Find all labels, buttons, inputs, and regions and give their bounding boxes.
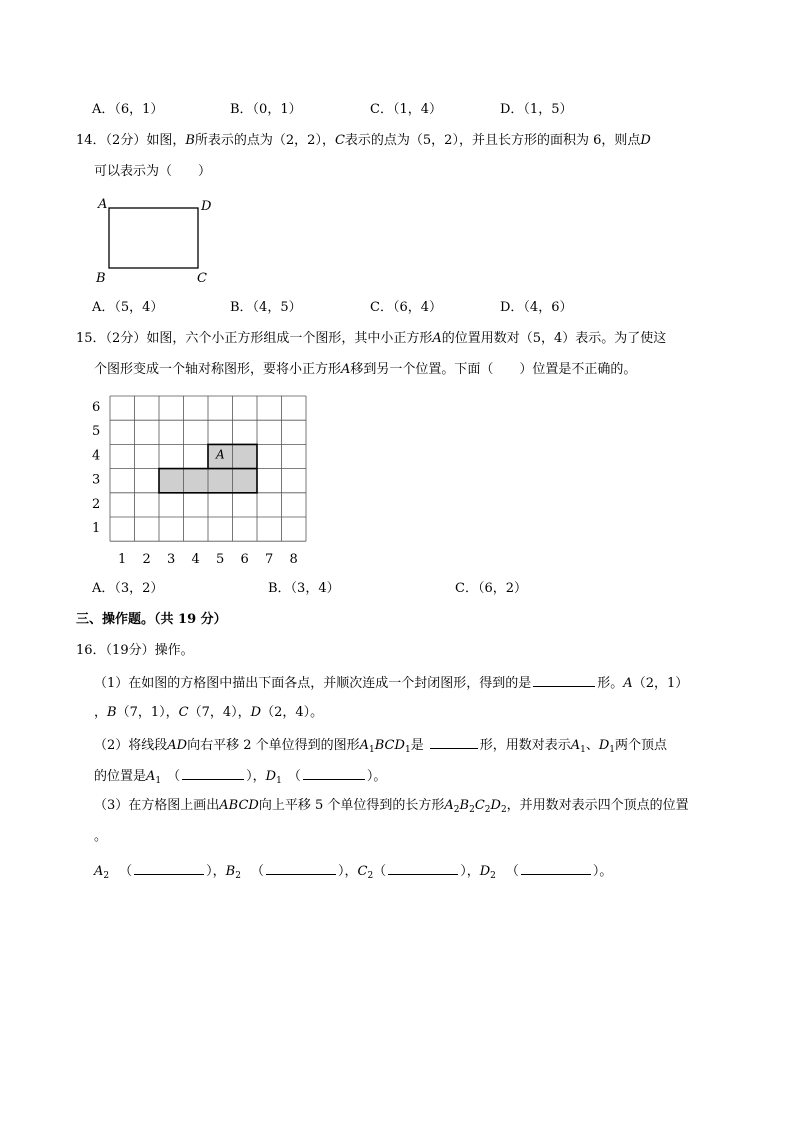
q13-option-a[interactable]: A．（6，1） [92, 102, 164, 117]
q16-subscript: 2 [235, 871, 241, 881]
q14-figure-label-c: C [197, 271, 207, 286]
q16-part1-line1 [94, 673, 688, 693]
q14-point-b: B [185, 133, 195, 148]
q16-shape-label: ABCD [219, 798, 259, 813]
q15-x-label: 7 [265, 552, 274, 568]
q16-point-label: B [225, 864, 236, 879]
q16-point-label: A [146, 769, 156, 784]
q16-point-label: A [359, 738, 370, 753]
q15-y-label: 3 [92, 472, 101, 488]
q15-x-label: 5 [216, 552, 225, 568]
q16-text: （2，4）。 [261, 705, 324, 720]
q16-text: （2）将线段 [94, 738, 168, 753]
q15-option-c[interactable]: C．（6，2） [455, 581, 527, 596]
q14-text: 所表示的点为（2，2）， [194, 133, 335, 148]
q15-x-label: 3 [167, 552, 176, 568]
q14-stem-line2: 可以表示为（ ） [94, 164, 212, 179]
q16-text: ）， [337, 864, 358, 879]
q15-score: （2分） [105, 331, 147, 346]
q16-part3-line2: 。 [94, 829, 108, 844]
q14-point-d: D [640, 133, 651, 148]
q16-a2-answer-blank[interactable] [134, 861, 204, 875]
q14-text: 表示的点为（5，2），并且长方形的面积为 6，则点 [344, 133, 641, 148]
q14-number: 14． [76, 133, 106, 148]
q14-option-a[interactable]: A．（5，4） [92, 300, 164, 315]
q16-text: （ [505, 864, 519, 879]
q16-d1-answer-blank[interactable] [303, 766, 365, 780]
q15-option-b[interactable]: B．（3，4） [268, 581, 340, 596]
q15-grid-figure [88, 393, 316, 571]
q14-option-b[interactable]: B．（4，5） [230, 300, 302, 315]
q16-d2-answer-blank[interactable] [521, 861, 591, 875]
q16-point-label: B [459, 798, 470, 813]
q16-part1-line2 [94, 704, 323, 722]
q16-subscript: 1 [276, 776, 282, 786]
q15-number: 15． [76, 331, 106, 346]
q16-text: （3）在方格图上画出 [94, 798, 220, 813]
q15-shaded-cell [233, 444, 258, 468]
q16-subscript: 2 [367, 871, 374, 881]
q16-point-label: D [598, 738, 610, 753]
q16-subscript: 1 [155, 776, 162, 786]
q16-text: ）， [246, 769, 266, 784]
q16-part2-line1 [94, 735, 667, 755]
q16-text: （7，4）， [188, 705, 251, 720]
q16-point-label: D [479, 864, 491, 879]
q16-part3-line1 [94, 797, 689, 815]
q15-y-label: 1 [92, 521, 101, 536]
q16-c2-answer-blank[interactable] [388, 861, 458, 875]
q15-text: 的位置用数对（5，4）表示。为了使这 [441, 331, 667, 346]
q16-text: 向上平移 5 个单位得到的长方形 [258, 798, 445, 813]
q16-point-label: B [107, 705, 117, 720]
q16-subscript: 1 [404, 745, 411, 755]
q15-stem-line2 [94, 361, 636, 379]
q15-x-label: 2 [142, 552, 151, 568]
section-3-title: 三、操作题。（共 19 分） [76, 612, 227, 627]
q15-x-label: 4 [191, 552, 200, 568]
q16-subscript: 2 [103, 871, 110, 881]
q15-y-label: 4 [92, 448, 101, 464]
q16-text: 形。 [597, 676, 624, 691]
q16-text: （ [287, 769, 301, 784]
q15-text: 移到另一个位置。下面（ ）位置是不正确的。 [350, 362, 637, 377]
q16-subscript: 2 [500, 805, 507, 815]
q15-stem-line1 [76, 330, 666, 348]
q16-text: ）， [460, 864, 480, 879]
q14-rectangle-figure [90, 194, 220, 286]
q14-option-d[interactable]: D．（4，6） [500, 300, 573, 315]
q16-point-label: A [623, 676, 633, 691]
q14-text: 如图， [146, 133, 186, 148]
q15-shaded-cell [159, 469, 184, 493]
q16-subscript: 1 [369, 745, 375, 755]
q13-option-d[interactable]: D．（1，5） [500, 102, 573, 117]
q15-shaded-cell [184, 469, 209, 493]
q16-text: ）。 [592, 864, 613, 879]
q14-figure-label-b: B [96, 271, 106, 286]
q16-text: （2，1） [632, 676, 689, 691]
q16-b2-answer-blank[interactable] [266, 861, 336, 875]
q16-point-label: D [394, 738, 405, 753]
q14-option-c[interactable]: C．（6，4） [370, 300, 442, 315]
q16-a1-answer-blank[interactable] [182, 766, 244, 780]
q16-text: 的位置是 [94, 769, 147, 784]
q15-x-label: 6 [240, 552, 249, 568]
q16-subscript: 2 [453, 805, 460, 815]
q14-stem-line1 [76, 132, 651, 150]
q15-y-label: 2 [92, 496, 101, 512]
q15-text: 如图，六个小正方形组成一个图形，其中小正方形 [146, 331, 433, 346]
q16-number: 16． [76, 643, 106, 658]
q16-point-label: D [250, 705, 262, 720]
q16-text: 是 [410, 738, 424, 753]
q16-text: （ [119, 864, 133, 879]
q16-point-label: C [178, 705, 189, 720]
q15-shaded-cell [233, 469, 258, 493]
q16-point-label: BC [374, 738, 395, 753]
q16-text: 两个顶点 [615, 738, 668, 753]
q16-text: ）， [206, 864, 226, 879]
q16-subscript: 1 [580, 745, 586, 755]
q15-shaded-cell [208, 469, 233, 493]
q15-y-label: 5 [92, 424, 101, 440]
q16-subscript: 2 [469, 805, 475, 815]
q16-point-label: C [357, 864, 368, 879]
q15-option-a[interactable]: A．（3，2） [92, 581, 164, 596]
q16-score: （19分） [105, 643, 155, 658]
q16-text: （7，1）， [116, 705, 179, 720]
q16-point-label: A [444, 798, 454, 813]
q16-title: 操作。 [154, 643, 194, 658]
q16-part2-shape-blank[interactable] [430, 735, 478, 749]
q16-text: ）。 [366, 769, 387, 784]
q16-header [76, 642, 194, 660]
q14-figure-label-d: D [201, 199, 212, 214]
q15-x-label: 1 [118, 552, 127, 568]
q16-part2-line2 [94, 766, 386, 786]
q16-text: （ [167, 769, 181, 784]
q16-part3-answers [94, 861, 612, 881]
q16-point-label: C [474, 798, 485, 813]
q15-cell-label-a: A [216, 447, 225, 462]
q14-figure-label-a: A [98, 197, 108, 212]
q16-text: ， [94, 705, 108, 720]
q15-square-a-ref: A [341, 362, 351, 377]
q16-part1-answer-blank[interactable] [533, 673, 595, 687]
q16-text: （ [250, 864, 264, 879]
q16-point-label: D [490, 798, 501, 813]
q16-text: 、 [585, 738, 599, 753]
q16-point-label: A [570, 738, 581, 753]
q16-segment-label: AD [167, 738, 188, 753]
q14-point-c: C [334, 133, 345, 148]
q16-text: （ [373, 864, 387, 879]
q13-option-b[interactable]: B．（0，1） [230, 102, 302, 117]
q16-point-label: D [265, 769, 277, 784]
q14-score: （2分） [105, 133, 147, 148]
q15-square-a-ref: A [432, 331, 442, 346]
q16-point-label: A [94, 864, 104, 879]
q16-text: 向右平移 2 个单位得到的图形 [187, 738, 360, 753]
q15-x-label: 8 [289, 552, 298, 568]
q16-subscript: 1 [609, 745, 616, 755]
q16-subscript: 2 [490, 871, 496, 881]
q14-rectangle [109, 208, 198, 268]
q13-option-c[interactable]: C．（1，4） [370, 102, 442, 117]
q16-text: 形，用数对表示 [479, 738, 571, 753]
q15-y-label: 6 [92, 400, 101, 415]
q15-text: 个图形变成一个轴对称图形，要将小正方形 [94, 362, 342, 377]
q16-text: ，并用数对表示四个顶点的位置 [506, 798, 689, 813]
q16-subscript: 2 [484, 805, 491, 815]
q16-text: （1）在如图的方格图中描出下面各点，并顺次连成一个封闭图形，得到的是 [94, 676, 532, 691]
